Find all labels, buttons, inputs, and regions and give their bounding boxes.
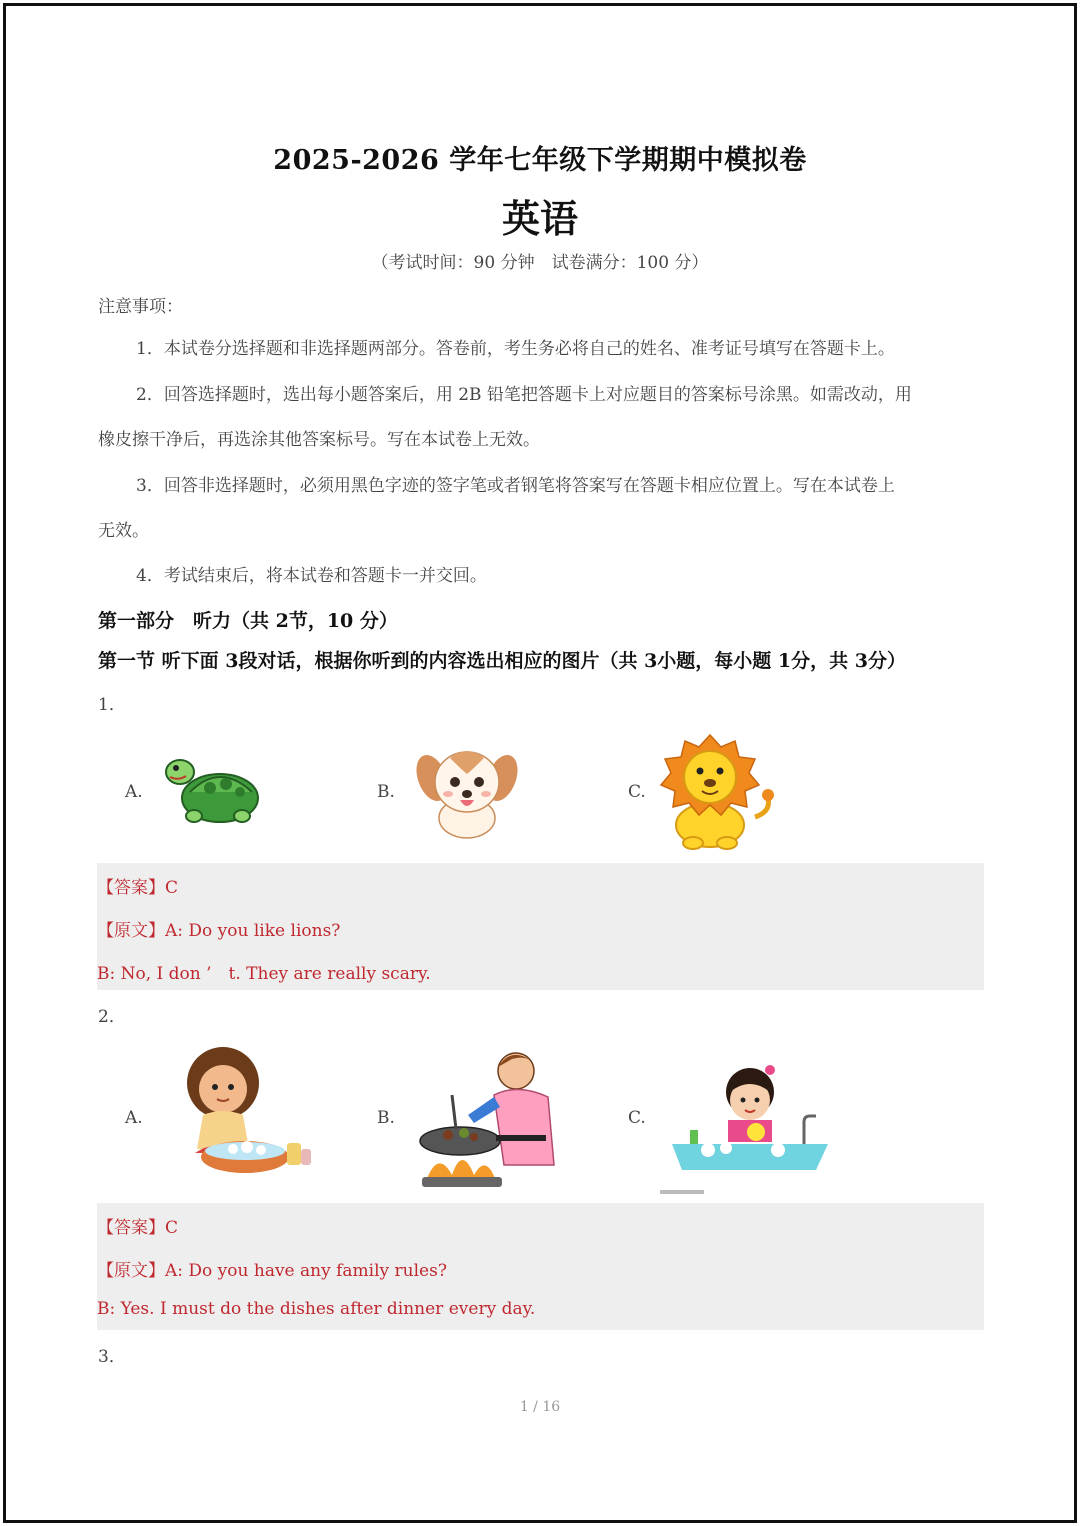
q2-option-a-label: A. [125, 1108, 143, 1128]
q1-script-line1: 【原文】A: Do you like lions? [97, 921, 341, 941]
question-1-number: 1． [98, 695, 126, 715]
q1-answer: 【答案】C [97, 878, 179, 898]
section1-title: 第一节 听下面 3段对话，根据你听到的内容选出相应的图片（共 3小题，每小题 1分，共 3分） [98, 650, 906, 672]
notice-rule-3-cont: 无效。 [98, 521, 149, 541]
page-number: 1 / 16 [519, 1399, 561, 1415]
woman-cooking-icon [408, 1045, 588, 1193]
q2-script-line2: B: Yes. I must do the dishes after dinner every day. [97, 1299, 536, 1319]
part1-title: 第一部分 听力（共 2节，10 分） [98, 610, 398, 632]
q1-answer-box [97, 863, 984, 990]
notice-rule-4: 4．考试结束后，将本试卷和答题卡一并交回。 [136, 566, 487, 586]
notice-rule-1: 1．本试卷分选择题和非选择题两部分。答卷前，考生务必将自己的姓名、准考证号填写在答题卡上。 [136, 339, 895, 359]
notice-rule-2-cont: 橡皮擦干净后，再选涂其他答案标号。写在本试卷上无效。 [98, 430, 540, 450]
q1-script-line2: B: No, I don ’ t. They are really scary. [97, 964, 431, 984]
q1-option-a-label: A. [125, 782, 143, 802]
notice-rule-3: 3．回答非选择题时，必须用黑色字迹的签字笔或者钢笔将答案写在答题卡相应位置上。写在本试卷上 [136, 476, 895, 496]
q1-option-b-label: B. [377, 782, 395, 802]
q2-answer-box [97, 1203, 984, 1330]
turtle-icon [160, 752, 265, 824]
subject-title: 英语 [501, 196, 578, 241]
notice-heading: 注意事项： [98, 297, 183, 317]
q1-option-c-label: C. [628, 782, 646, 802]
q2-option-c-label: C. [628, 1108, 646, 1128]
q2-script-line1: 【原文】A: Do you have any family rules? [97, 1261, 447, 1281]
girl-washing-dishes-icon [668, 1062, 830, 1196]
notice-rule-2: 2．回答选择题时，选出每小题答案后，用 2B 铅笔把答题卡上对应题目的答案标号涂黑。如需改动，用 [136, 385, 912, 405]
puppy-icon [412, 740, 522, 840]
lion-icon [655, 733, 775, 851]
question-3-number: 3． [98, 1347, 126, 1367]
exam-title: 2025-2026 学年七年级下学期期中模拟卷 [273, 145, 807, 176]
exam-info: （考试时间：90 分钟 试卷满分：100 分） [371, 253, 709, 273]
q2-option-b-label: B. [377, 1108, 395, 1128]
q2-answer: 【答案】C [97, 1218, 179, 1238]
girl-washing-clothes-icon [175, 1045, 315, 1177]
question-2-number: 2． [98, 1007, 126, 1027]
